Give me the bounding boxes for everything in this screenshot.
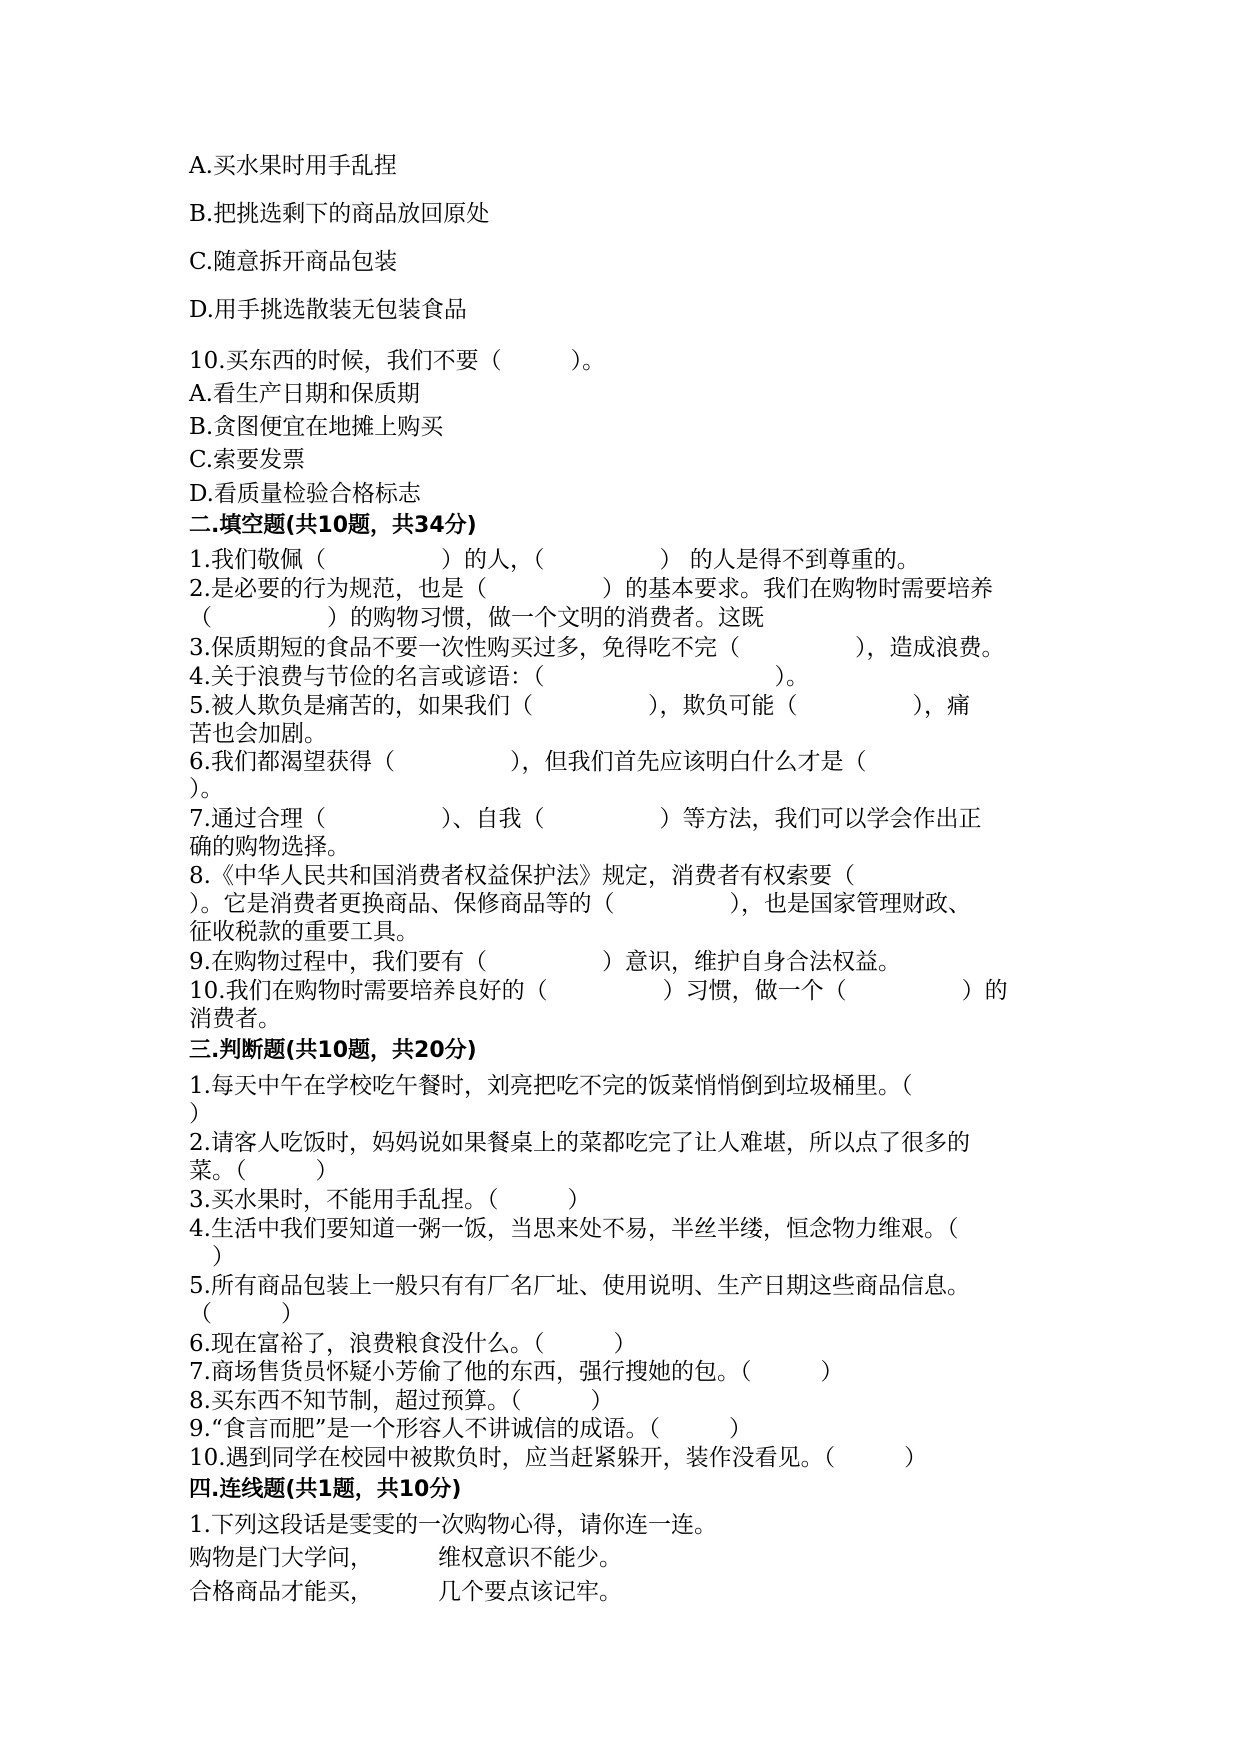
q9-option-c: C.随意拆开商品包装 — [189, 249, 398, 275]
judge-q3: 3.买水果时，不能用手乱捏。（ ） — [189, 1187, 591, 1213]
fill-q10-line2: 消费者。 — [189, 1006, 281, 1032]
match-left-item-2: 合格商品才能买， — [189, 1579, 373, 1605]
q10-option-a: A.看生产日期和保质期 — [189, 381, 420, 407]
q10-option-d: D.看质量检验合格标志 — [189, 481, 421, 507]
fill-q8-line2: ）。它是消费者更换商品、保修商品等的（ ），也是国家管理财政、 — [189, 891, 971, 917]
judge-q5-line1: 5.所有商品包装上一般只有有厂名厂址、使用说明、生产日期这些商品信息。 — [189, 1273, 970, 1299]
match-right-item-2: 几个要点该记牢。 — [438, 1579, 622, 1605]
fill-q6-line2: ）。 — [189, 776, 224, 802]
judge-q8: 8.买东西不知节制，超过预算。（ ） — [189, 1388, 614, 1414]
fill-q5-line1: 5.被人欺负是痛苦的，如果我们（ ），欺负可能（ ），痛 — [189, 693, 970, 719]
judge-q6: 6.现在富裕了，浪费粮食没什么。（ ） — [189, 1331, 637, 1357]
fill-q1: 1.我们敬佩（ ）的人，（ ） 的人是得不到尊重的。 — [189, 547, 920, 573]
q10-stem: 10.买东西的时候，我们不要（ ）。 — [189, 348, 606, 374]
fill-q9: 9.在购物过程中，我们要有（ ）意识，维护自身合法权益。 — [189, 949, 901, 975]
judge-q1-line2: ） — [189, 1101, 212, 1127]
section-heading-matching: 四.连线题(共1题，共10分) — [189, 1477, 462, 1502]
judge-q9: 9.“食言而肥”是一个形容人不讲诚信的成语。（ ） — [189, 1416, 752, 1442]
match-stem: 1.下列这段话是雯雯的一次购物心得，请你连一连。 — [189, 1512, 717, 1538]
fill-q2-line2: （ ）的购物习惯，做一个文明的消费者。这既 — [189, 605, 764, 631]
fill-q8-line1: 8.《中华人民共和国消费者权益保护法》规定，消费者有权索要（ — [189, 863, 855, 889]
match-right-item-1: 维权意识不能少。 — [438, 1545, 622, 1571]
match-left-item-1: 购物是门大学问， — [189, 1545, 373, 1571]
q10-option-b: B.贪图便宜在地摊上购买 — [189, 414, 444, 440]
q10-option-c: C.索要发票 — [189, 447, 306, 473]
judge-q5-line2: （ ） — [189, 1301, 304, 1327]
q9-option-d: D.用手挑选散装无包装食品 — [189, 297, 467, 323]
fill-q2-line1: 2.是必要的行为规范，也是（ ）的基本要求。我们在购物时需要培养 — [189, 576, 993, 602]
judge-q2-line2: 菜。（ ） — [189, 1158, 339, 1184]
fill-q4: 4.关于浪费与节俭的名言或谚语：（ ）。 — [189, 664, 809, 690]
judge-q4-line1: 4.生活中我们要知道一粥一饭，当思来处不易，半丝半缕，恒念物力维艰。（ — [189, 1216, 959, 1242]
fill-q7-line1: 7.通过合理（ ）、自我（ ）等方法，我们可以学会作出正 — [189, 806, 982, 832]
fill-q8-line3: 征收税款的重要工具。 — [189, 919, 419, 945]
judge-q4-line2: ） — [189, 1244, 235, 1270]
judge-q7: 7.商场售货员怀疑小芳偷了他的东西，强行搜她的包。（ ） — [189, 1359, 844, 1385]
fill-q7-line2: 确的购物选择。 — [189, 834, 350, 860]
judge-q10: 10.遇到同学在校园中被欺负时，应当赶紧躲开，装作没看见。（ ） — [189, 1445, 928, 1471]
section-heading-fill-in: 二.填空题(共10题，共34分) — [189, 513, 477, 538]
judge-q2-line1: 2.请客人吃饭时，妈妈说如果餐桌上的菜都吃完了让人难堪，所以点了很多的 — [189, 1130, 970, 1156]
fill-q3: 3.保质期短的食品不要一次性购买过多，免得吃不完（ ），造成浪费。 — [189, 635, 1005, 661]
fill-q6-line1: 6.我们都渴望获得（ ），但我们首先应该明白什么才是（ — [189, 749, 867, 775]
judge-q1-line1: 1.每天中午在学校吃午餐时，刘亮把吃不完的饭菜悄悄倒到垃圾桶里。（ — [189, 1073, 913, 1099]
fill-q5-line2: 苦也会加剧。 — [189, 721, 327, 747]
q9-option-a: A.买水果时用手乱捏 — [189, 153, 397, 179]
fill-q10-line1: 10.我们在购物时需要培养良好的（ ）习惯，做一个（ ）的 — [189, 978, 1008, 1004]
q9-option-b: B.把挑选剩下的商品放回原处 — [189, 201, 490, 227]
section-heading-true-false: 三.判断题(共10题，共20分) — [189, 1038, 477, 1063]
